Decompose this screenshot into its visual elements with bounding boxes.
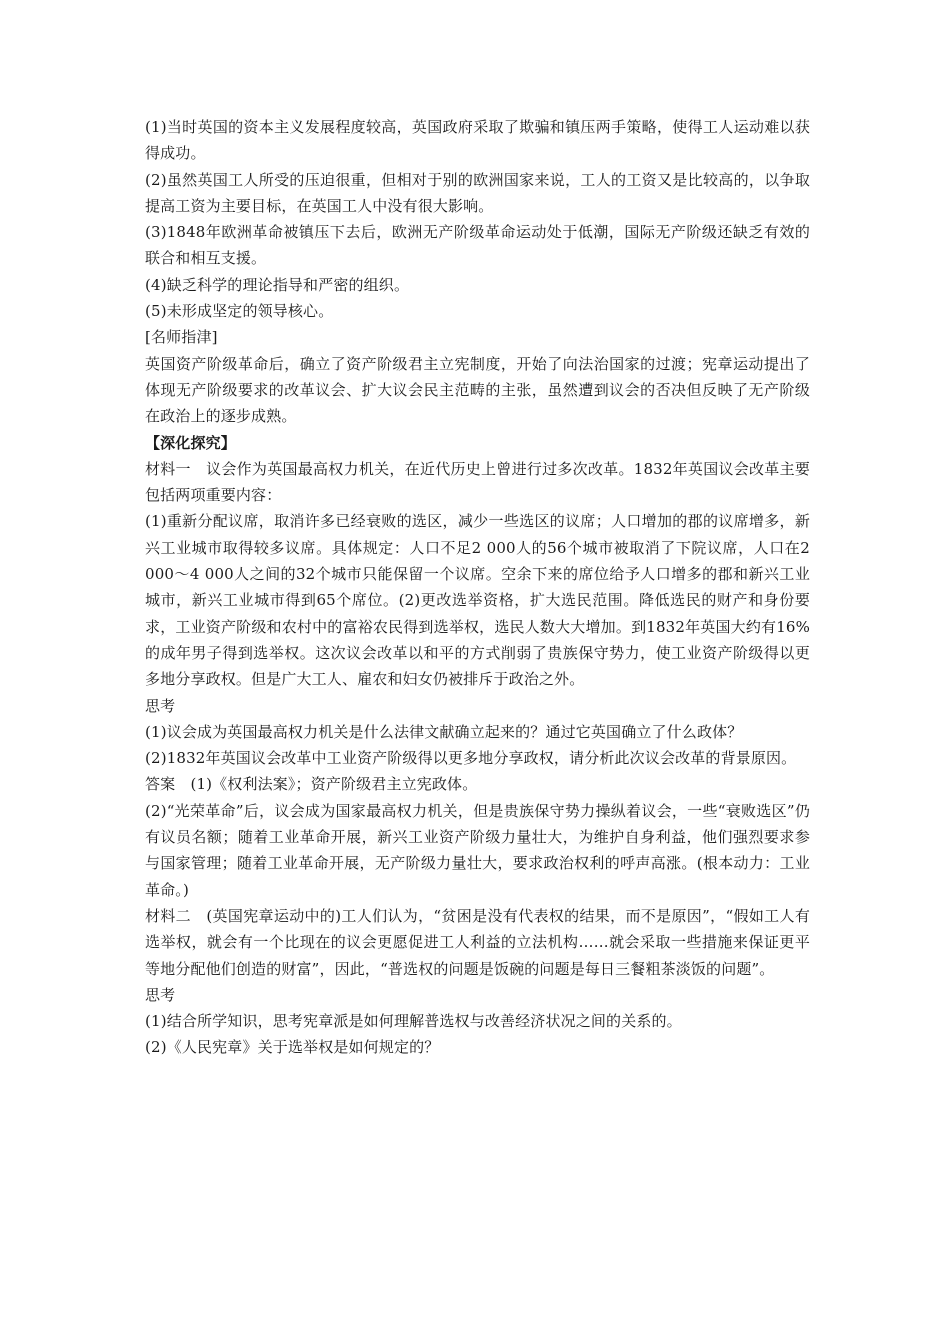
reason-5: (5)未形成坚定的领导核心。 — [145, 302, 334, 321]
think-1-heading: 思考 — [145, 696, 176, 715]
think-2-q1: (1)结合所学知识，思考宪章派是如何理解普选权与改善经济状况之间的关系的。 — [145, 1012, 682, 1031]
answer-2: (2)“光荣革命”后，议会成为国家最高权力机关，但是贵族保守势力操纵着议会，一些“衰败选区”仍有议员名额；随着工业革命开展，新兴工业资产阶级力量壮大，为维护自身利益，他们强烈要求参与国家管理；随着工业革命开展，无产阶级力量壮大，要求政治权利的呼声高涨。(根本动力：工业革命。) — [145, 801, 810, 899]
reason-3: (3)1848年欧洲革命被镇压下去后，欧洲无产阶级革命运动处于低潮，国际无产阶级还缺乏有效的联合和相互支援。 — [145, 223, 810, 268]
shenhua-heading: 【深化探究】 — [145, 433, 236, 452]
think-1-q2: (2)1832年英国议会改革中工业资产阶级得以更多地分享政权，请分析此次议会改革的背景原因。 — [145, 749, 797, 768]
think-2-heading: 思考 — [145, 985, 176, 1004]
mingshi-body: 英国资产阶级革命后，确立了资产阶级君主立宪制度，开始了向法治国家的过渡；宪章运动提出了体现无产阶级要求的改革议会、扩大议会民主范畴的主张，虽然遭到议会的否决但反映了无产阶级在政治上的逐步成熟。 — [145, 354, 810, 426]
document-page — [145, 114, 810, 1061]
reason-2: (2)虽然英国工人所受的压迫很重，但相对于别的欧洲国家来说，工人的工资又是比较高的，以争取提高工资为主要目标，在英国工人中没有很大影响。 — [145, 170, 810, 215]
material-1-body: (1)重新分配议席，取消许多已经衰败的选区，减少一些选区的议席；人口增加的郡的议席增多，新兴工业城市取得较多议席。具体规定：人口不足2 000人的56个城市被取消了下院议席，人口在2 000～4 000人之间的32个城市只能保留一个议席。空余下来的席位给予人口增多的郡和新兴工业城市，新兴工业城市得到65个席位。(2)更改选举资格，扩大选民范围。降低选民的财产和身份要求，工业资产阶级和农村中的富裕农民得到选举权，选民人数大大增加。到1832年英国大约有16%的成年男子得到选举权。这次议会改革以和平的方式削弱了贵族保守势力，使工业资产阶级得以更多地分享政权。但是广大工人、雇农和妇女仍被排斥于政治之外。 — [145, 512, 810, 689]
mingshi-heading: [名师指津] — [145, 328, 218, 347]
answer-1: 答案 (1)《权利法案》；资产阶级君主立宪政体。 — [145, 775, 478, 794]
reason-4: (4)缺乏科学的理论指导和严密的组织。 — [145, 275, 410, 294]
material-1: 材料一 议会作为英国最高权力机关，在近代历史上曾进行过多次改革。1832年英国议会改革主要包括两项重要内容： — [145, 459, 810, 505]
think-1-q1: (1)议会成为英国最高权力机关是什么法律文献确立起来的？通过它英国确立了什么政体？ — [145, 722, 743, 741]
material-2: 材料二 (英国宪章运动中的)工人们认为，“贫困是没有代表权的结果，而不是原因”，“假如工人有选举权，就会有一个比现在的议会更愿促进工人利益的立法机构……就会采取一些措施来保证更平等地分配他们创造的财富”，因此，“普选权的问题是饭碗的问题是每日三餐粗茶淡饭的问题”。 — [145, 906, 810, 978]
think-2-q2: (2)《人民宪章》关于选举权是如何规定的？ — [145, 1038, 440, 1057]
reason-1: (1)当时英国的资本主义发展程度较高，英国政府采取了欺骗和镇压两手策略，使得工人运动难以获得成功。 — [145, 118, 810, 163]
